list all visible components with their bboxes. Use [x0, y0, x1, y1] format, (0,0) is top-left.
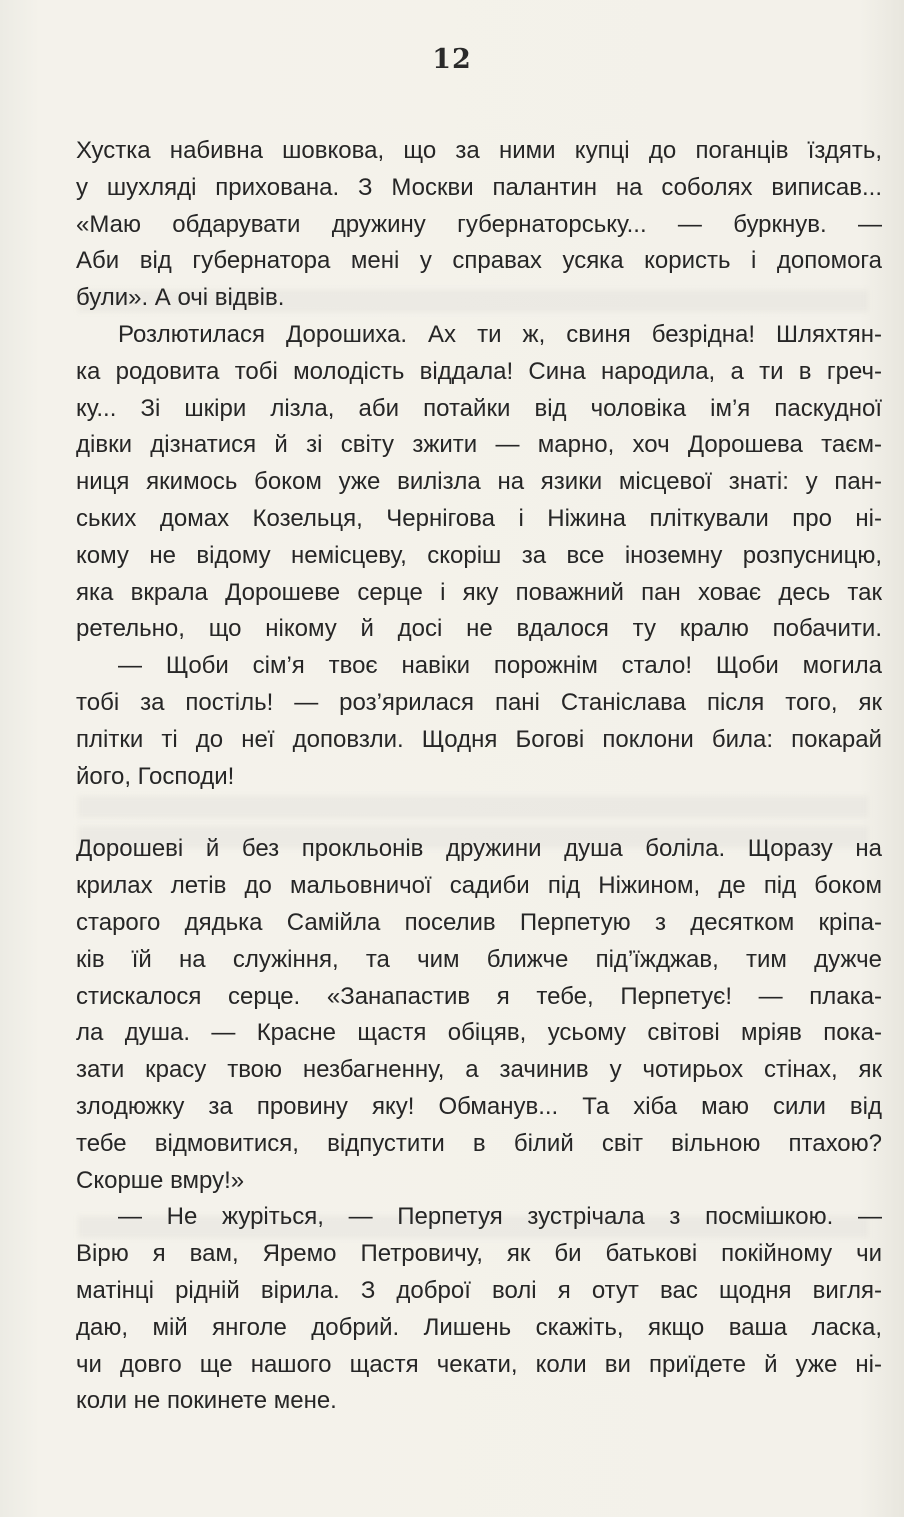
text-line: коли не покинете мене. — [76, 1387, 337, 1415]
text-line: його, Господи! — [76, 762, 235, 790]
text-line: дівки дізнатися й зі світу зжити — марно, хоч Дорошева таєм- — [76, 431, 882, 459]
text-line: «Маю обдарувати дружину губернаторську... — буркнув. — — [76, 210, 882, 238]
page-number: 12 — [432, 44, 472, 75]
text-line: ка родовита тобі молодість віддала! Сина народила, а ти в греч- — [76, 357, 882, 385]
text-line: тебе відмовитися, відпустити в білий світ вільною птахою? — [76, 1129, 882, 1157]
paragraph-3 — [76, 648, 882, 795]
text-line: чи довго ще нашого щастя чекати, коли ви приїдете й уже ні- — [76, 1350, 882, 1378]
text-line: ретельно, що нікому й досі не вдалося ту кралю побачити. — [76, 615, 882, 643]
paragraph-5 — [76, 1199, 882, 1420]
text-line: кому не відому немісцеву, скоріш за все іноземну розпусницю, — [76, 541, 882, 569]
text-line: ку... Зі шкіри лізла, аби потайки від чоловіка ім’я паскудної — [76, 394, 882, 422]
text-line: матінці рідній вірила. З доброї волі я отут вас щодня вигля- — [76, 1276, 882, 1304]
text-line: плітки ті до неї доповзли. Щодня Богові поклони била: покарай — [76, 725, 882, 753]
section-break — [76, 795, 882, 831]
text-line: ків їй на служіння, та чим ближче під’їжджав, тим дужче — [76, 945, 882, 973]
text-line: старого дядька Самійла поселив Перпетую з десятком кріпа- — [76, 908, 882, 936]
text-line: крилах летів до мальовничої садиби під Ніжином, де під боком — [76, 872, 882, 900]
body-text — [76, 133, 882, 1420]
text-line: тобі за постіль! — роз’ярилася пані Станіслава після того, як — [76, 688, 882, 716]
text-line: Хустка набивна шовкова, що за ними купці до поганців їздять, — [76, 137, 882, 164]
paragraph-2 — [76, 317, 882, 648]
text-line: ниця якимось боком уже вилізла на язики місцевої знаті: у пан- — [76, 468, 882, 496]
text-line: стискалося серце. «Занапастив я тебе, Перпетує! — плака- — [76, 982, 882, 1010]
text-line: яка вкрала Дорошеве серце і яку поважний пан ховає десь так — [76, 578, 882, 606]
text-line: даю, мій янголе добрий. Лишень скажіть, якщо ваша ласка, — [76, 1313, 882, 1341]
text-line: були». А очі відвів. — [76, 284, 285, 312]
text-line: Дорошеві й без прокльонів дружини душа боліла. Щоразу на — [76, 835, 882, 863]
text-line: Розлютилася Дорошиха. Ах ти ж, свиня безрідна! Шляхтян- — [118, 320, 882, 348]
text-line: ла душа. — Красне щастя обіцяв, усьому світові мріяв пока- — [76, 1019, 882, 1047]
text-line: Скорше вмру!» — [76, 1166, 245, 1194]
text-line: — Не журіться, — Перпетуя зустрічала з посмішкою. — — [118, 1203, 882, 1231]
text-line: зати красу твою незбагненну, а зачинив у чотирьох стінах, як — [76, 1056, 882, 1084]
text-line: злодюжку за провину яку! Обманув... Та хіба маю сили від — [76, 1092, 882, 1120]
text-line: у шухляді прихована. З Москви палантин на соболях виписав... — [76, 173, 882, 201]
text-line: ських домах Козельця, Чернігова і Ніжина пліткували про ні- — [76, 504, 882, 532]
paragraph-4 — [76, 831, 882, 1199]
paragraph-1 — [76, 133, 882, 317]
text-line: — Щоби сім’я твоє навіки порожнім стало! Щоби могила — [118, 652, 882, 680]
text-line: Аби від губернатора мені у справах усяка користь і допомога — [76, 247, 882, 275]
text-line: Вірю я вам, Яремо Петровичу, як би батькові покійному чи — [76, 1240, 882, 1268]
